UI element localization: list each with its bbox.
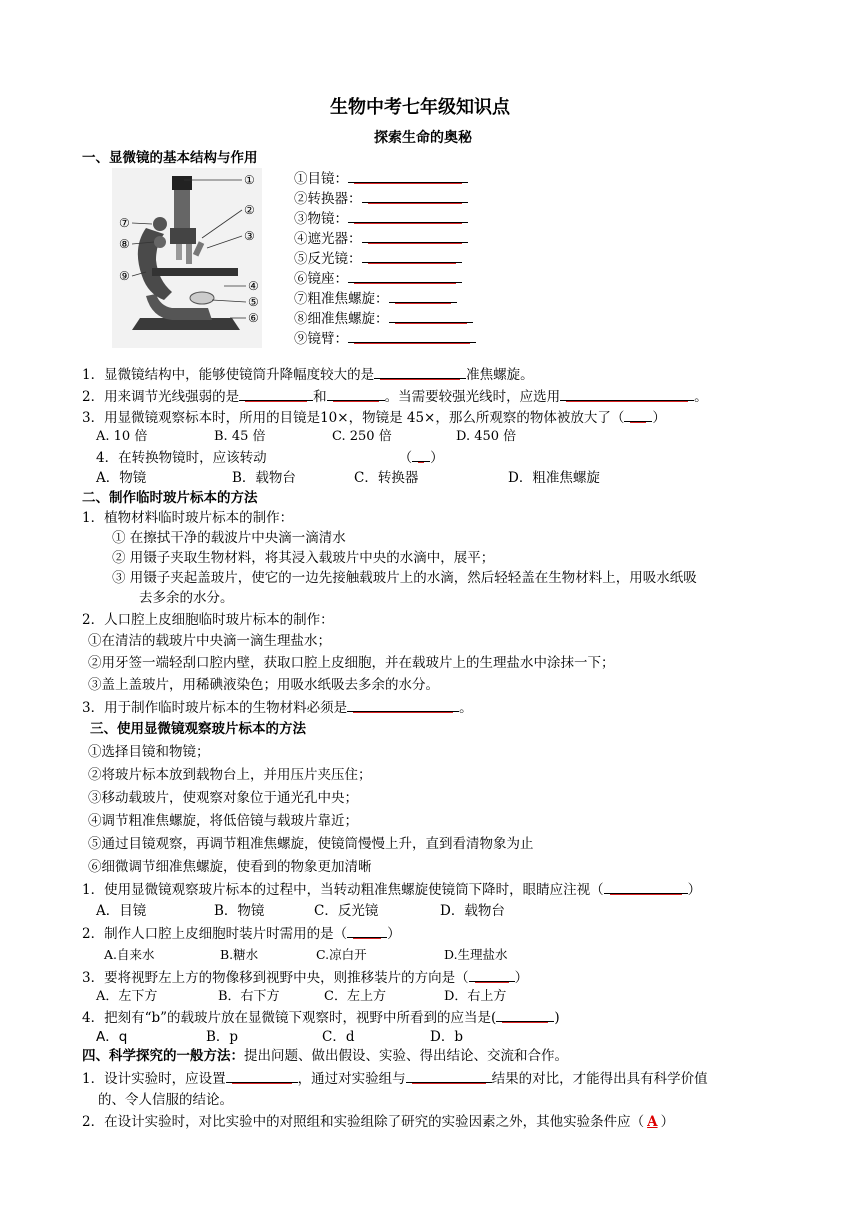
answer-blank[interactable] (412, 447, 430, 462)
s1-q4-option-c[interactable]: C．转换器 (354, 470, 419, 486)
s3-q3-option-d[interactable]: D．右上方 (444, 989, 507, 1004)
answer-blank[interactable] (362, 248, 462, 263)
s3-step-4: ④调节粗准焦螺旋，将低倍镜与载玻片靠近； (88, 813, 358, 829)
s1-q3-option-b[interactable]: B. 45 倍 (214, 429, 266, 444)
part-mirror: ⑤反光镜： (294, 248, 462, 269)
s3-question-4: 4．把刻有“b”的载玻片放在显微镜下观察时，视野中所看到的应当是( ) (82, 1007, 560, 1028)
callout-7: ⑦ (119, 216, 130, 230)
s1-question-2: 2．用来调节光线强弱的是 和 。当需要较强光线时，应选用 。 (82, 386, 708, 407)
s1-q3-option-d[interactable]: D. 450 倍 (456, 429, 517, 444)
answer-value: A (647, 1114, 658, 1130)
s3-question-3: 3．要将视野左上方的物像移到视野中央，则推移装片的方向是（ ） (82, 967, 528, 988)
part-nosepiece: ②转换器： (294, 188, 468, 209)
answer-blank[interactable] (348, 328, 476, 343)
answer-blank[interactable] (406, 1068, 492, 1083)
answer-blank[interactable] (327, 386, 385, 401)
s2-plant-step-3-cont: 去多余的水分。 (139, 590, 234, 606)
s3-q3-option-a[interactable]: A．左下方 (96, 989, 158, 1004)
callout-1: ① (244, 173, 255, 187)
s2-question-3: 3．用于制作临时玻片标本的生物材料必须是 。 (82, 697, 473, 718)
answer-blank[interactable] (374, 364, 466, 379)
s1-question-3: 3．用显微镜观察标本时，所用的目镜是10×，物镜是 45×，那么所观察的物体被放大了（ ） (82, 407, 666, 428)
answer-blank[interactable] (560, 386, 694, 401)
s3-question-1: 1．使用显微镜观察玻片标本的过程中，当转动粗准焦螺旋使镜筒下降时，眼睛应注视（ ） (82, 879, 701, 900)
s3-q2-option-d[interactable]: D.生理盐水 (444, 947, 508, 962)
callout-6: ⑥ (248, 311, 259, 325)
part-base: ⑥镜座： (294, 268, 462, 289)
s2-plant-step-2: ② 用镊子夹取生物材料，将其浸入载玻片中央的水滴中，展平； (112, 550, 495, 566)
answer-blank[interactable] (226, 1068, 298, 1083)
s1-q4-option-b[interactable]: B．载物台 (232, 470, 296, 486)
s3-step-3: ③移动载玻片，使观察对象位于通光孔中央； (88, 790, 358, 806)
answer-blank[interactable] (496, 1007, 554, 1022)
callout-9: ⑨ (119, 269, 130, 283)
section-2-heading: 二、制作临时玻片标本的方法 (82, 490, 258, 506)
part-coarse-focus: ⑦粗准焦螺旋： (294, 288, 457, 309)
s3-q4-option-a[interactable]: A．q (96, 1029, 128, 1045)
s1-q3-option-c[interactable]: C. 250 倍 (332, 429, 392, 444)
s3-q1-option-b[interactable]: B．物镜 (214, 903, 265, 919)
callout-5: ⑤ (248, 295, 259, 309)
s2-cheek-step-1: ①在清洁的载玻片中央滴一滴生理盐水； (88, 633, 331, 649)
s3-q2-option-a[interactable]: A.自来水 (104, 947, 155, 962)
answer-blank[interactable] (469, 967, 515, 982)
callout-4: ④ (248, 279, 259, 293)
page-title: 生物中考七年级知识点 (330, 97, 510, 118)
s3-q1-option-c[interactable]: C．反光镜 (314, 903, 379, 919)
s1-q3-option-a[interactable]: A. 10 倍 (96, 429, 148, 444)
s3-q2-option-b[interactable]: B.糖水 (220, 947, 259, 962)
s2-cheek-intro: 2．人口腔上皮细胞临时玻片标本的制作： (82, 612, 334, 628)
part-diaphragm: ④遮光器： (294, 228, 468, 249)
s3-q2-option-c[interactable]: C.凉白开 (316, 947, 367, 962)
callout-2: ② (244, 203, 255, 217)
s3-q1-option-a[interactable]: A．目镜 (96, 903, 147, 919)
s3-q1-option-d[interactable]: D．载物台 (440, 903, 505, 919)
s3-step-1: ①选择目镜和物镜； (88, 744, 210, 760)
s2-plant-step-1: ① 在擦拭干净的载波片中央滴一滴清水 (112, 530, 346, 546)
answer-blank[interactable] (347, 923, 387, 938)
answer-blank[interactable] (389, 288, 457, 303)
s3-step-2: ②将玻片标本放到载物台上，并用压片夹压住； (88, 767, 372, 783)
s3-q4-option-d[interactable]: D．b (430, 1029, 463, 1045)
callout-3: ③ (244, 229, 255, 243)
part-arm: ⑨镜臂： (294, 328, 476, 349)
s3-q3-option-c[interactable]: C．左上方 (324, 989, 386, 1004)
answer-blank[interactable] (604, 879, 688, 894)
answer-blank[interactable] (389, 308, 473, 323)
s3-q3-option-b[interactable]: B．右下方 (218, 989, 280, 1004)
s4-question-2: 2．在设计实验时，对比实验中的对照组和实验组除了研究的实验因素之外，其他实验条件应（ A ） (82, 1114, 675, 1130)
s1-q4-option-d[interactable]: D．粗准焦螺旋 (508, 470, 600, 486)
s3-q4-option-b[interactable]: B．p (206, 1029, 239, 1045)
callout-8: ⑧ (119, 237, 130, 251)
answer-blank[interactable] (348, 168, 468, 183)
s2-plant-step-3: ③ 用镊子夹起盖玻片，使它的一边先接触载玻片上的水滴，然后轻轻盖在生物材料上，用吸水纸吸 (112, 570, 697, 586)
answer-blank[interactable] (347, 697, 459, 712)
answer-blank[interactable] (624, 407, 652, 422)
s1-question-4: 4．在转换物镜时，应该转动 （ ） (96, 447, 444, 468)
s2-cheek-step-3: ③盖上盖玻片，用稀碘液染色；用吸水纸吸去多余的水分。 (88, 677, 439, 693)
section-4-heading: 四、科学探究的一般方法：提出问题、做出假设、实验、得出结论、交流和合作。 (82, 1048, 568, 1064)
page-subtitle: 探索生命的奥秘 (374, 130, 472, 146)
answer-blank[interactable] (362, 228, 468, 243)
part-objective: ③物镜： (294, 208, 468, 229)
s3-question-2: 2．制作人口腔上皮细胞时装片时需用的是（ ） (82, 923, 401, 944)
s2-plant-intro: 1．植物材料临时玻片标本的制作： (82, 510, 294, 526)
s4-question-1-cont: 的、令人信服的结论。 (98, 1092, 233, 1108)
s4-question-1: 1．设计实验时，应设置 ，通过对实验组与 结果的对比，才能得出具有科学价值 (82, 1068, 708, 1089)
s1-q4-option-a[interactable]: A．物镜 (96, 470, 147, 486)
answer-blank[interactable] (348, 208, 468, 223)
part-eyepiece: ①目镜： (294, 168, 468, 189)
s3-step-6: ⑥细微调节细准焦螺旋，使看到的物象更加清晰 (88, 859, 372, 875)
s2-cheek-step-2: ②用牙签一端轻刮口腔内壁，获取口腔上皮细胞，并在载玻片上的生理盐水中涂抹一下； (88, 655, 615, 671)
part-fine-focus: ⑧细准焦螺旋： (294, 308, 473, 329)
answer-blank[interactable] (348, 268, 462, 283)
s3-step-5: ⑤通过目镜观察，再调节粗准焦螺旋，使镜筒慢慢上升，直到看清物象为止 (88, 836, 534, 852)
s3-q4-option-c[interactable]: C．d (322, 1029, 355, 1045)
s1-question-1: 1．显微镜结构中，能够使镜筒升降幅度较大的是 准焦螺旋。 (82, 364, 534, 385)
section-3-heading: 三、使用显微镜观察玻片标本的方法 (90, 721, 306, 737)
answer-blank[interactable] (239, 386, 313, 401)
answer-blank[interactable] (362, 188, 468, 203)
section-1-heading: 一、显微镜的基本结构与作用 (82, 150, 258, 166)
